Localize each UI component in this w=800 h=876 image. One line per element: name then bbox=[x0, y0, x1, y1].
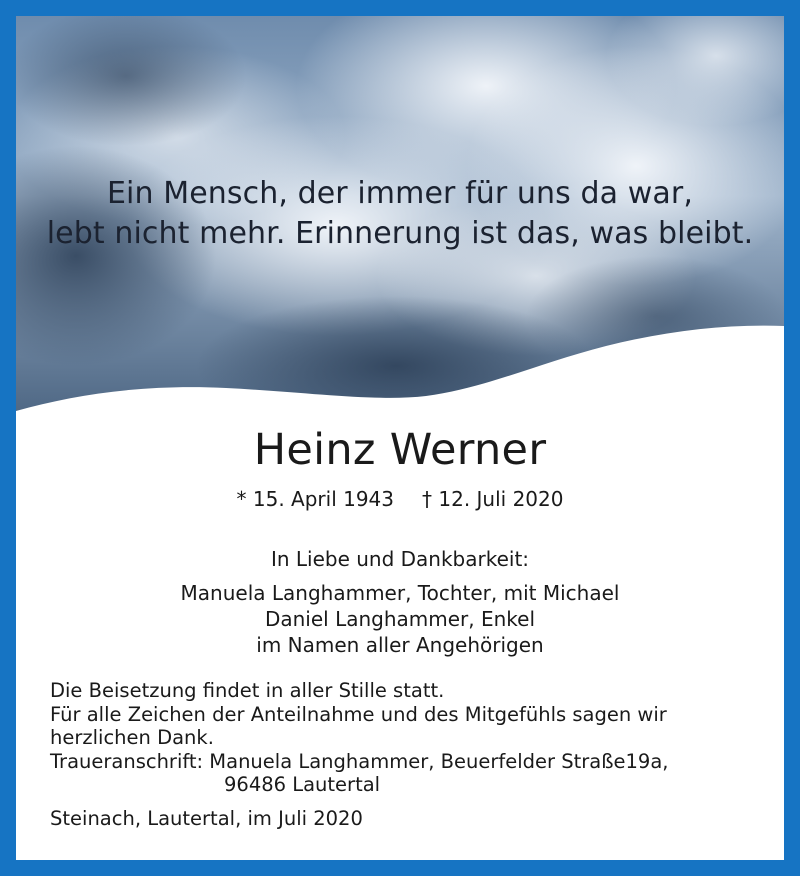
address-line: Traueranschrift: Manuela Langhammer, Beuerfelder Straße19a, bbox=[50, 749, 669, 773]
birth-date: * 15. April 1943 bbox=[236, 487, 395, 511]
quote-line-1: Ein Mensch, der immer für uns da war, bbox=[107, 176, 693, 211]
burial-notice: Die Beisetzung findet in aller Stille statt. bbox=[50, 679, 445, 702]
death-date: † 12. Juli 2020 bbox=[422, 487, 564, 511]
info-block bbox=[50, 679, 750, 830]
place-date: Steinach, Lautertal, im Juli 2020 bbox=[50, 806, 363, 830]
mourner-line: Daniel Langhammer, Enkel bbox=[264, 607, 536, 631]
mourners-block bbox=[16, 546, 784, 658]
mourners-intro: In Liebe und Dankbarkeit: bbox=[270, 547, 530, 571]
quote-line-2: lebt nicht mehr. Erinnerung ist das, was bleibt. bbox=[46, 216, 754, 251]
thanks-line: herzlichen Dank. bbox=[50, 726, 214, 749]
address-line: 96486 Lautertal bbox=[224, 773, 381, 796]
mourner-line: im Namen aller Angehörigen bbox=[256, 633, 544, 657]
mourner-line: Manuela Langhammer, Tochter, mit Michael bbox=[180, 581, 620, 605]
thanks-line: Für alle Zeichen der Anteilnahme und des Mitgefühls sagen wir bbox=[50, 702, 667, 726]
life-dates bbox=[16, 487, 784, 511]
deceased-name: Heinz Werner bbox=[253, 425, 547, 475]
memorial-quote bbox=[16, 174, 784, 254]
